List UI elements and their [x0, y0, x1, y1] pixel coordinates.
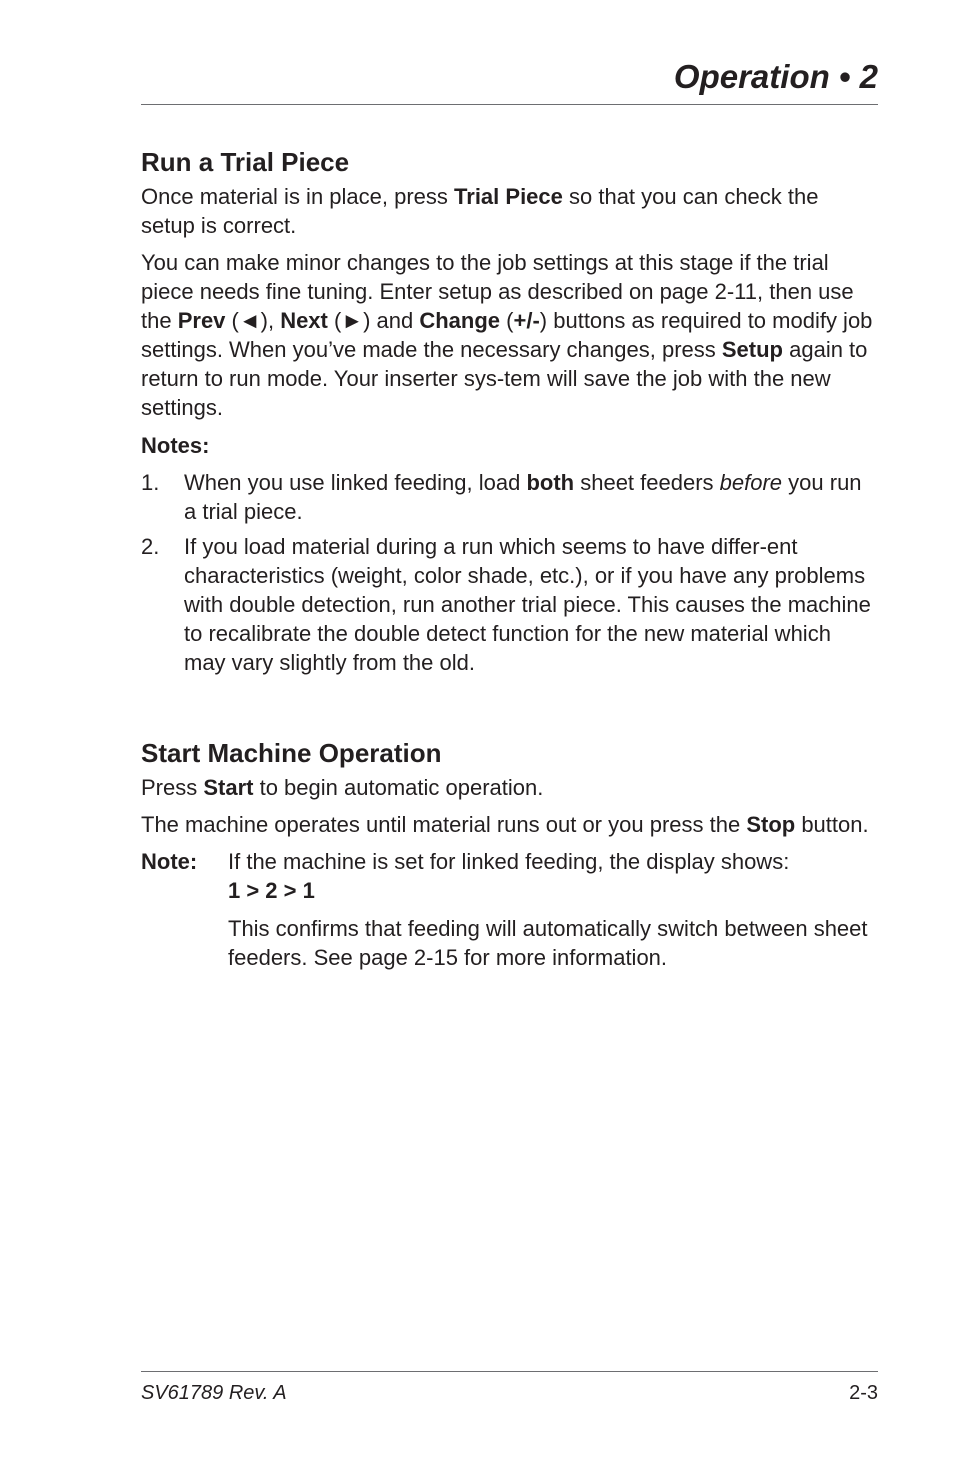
start-paragraph: Press Start to begin automatic operation. — [141, 775, 544, 800]
notes-list — [141, 468, 878, 677]
footer-divider — [141, 1371, 878, 1372]
notes-heading: Notes: — [141, 433, 210, 458]
plus-minus-key-label: +/- — [513, 308, 540, 333]
note-label: Note: — [141, 849, 198, 874]
stop-key-label: Stop — [746, 812, 796, 837]
stop-paragraph: The machine operates until material runs out or you press the Stop button. — [141, 812, 869, 837]
change-key-label: Change — [419, 308, 501, 333]
footer-document-id: SV61789 Rev. A — [141, 1382, 287, 1404]
start-key-label: Start — [203, 775, 254, 800]
list-item: 1. When you use linked feeding, load both sheet feeders before you run a trial piece. — [141, 470, 862, 524]
setup-key-label: Setup — [721, 337, 783, 362]
section-heading-start-machine-operation: Start Machine Operation — [141, 738, 442, 768]
list-item-number: 2. — [141, 534, 160, 559]
linked-feeding-note: Note: If the machine is set for linked feeding, the display shows: 1 > 2 > 1 This confirms that feeding will automatically switch between sheet feeders. See page 2-15 for more information. — [141, 849, 868, 970]
header-divider — [141, 104, 878, 105]
fine-tuning-paragraph: You can make minor changes to the job settings at this stage if the trial piece needs fine tuning. Enter setup as described on page 2-11, then use the Prev (◄), Next (►) and Change (+/-) buttons as required to modify job settings. When you’ve made the necessary changes, press Setup again to return to run mode. Your inserter sys-tem will save the job with the new settings. — [141, 250, 873, 420]
display-sequence: 1 > 2 > 1 — [228, 878, 315, 903]
list-item: 2. If you load material during a run which seems to have differ-ent characteristics (weight, color shade, etc.), or if you have any problems with double detection, run another trial piece. This causes the machine to recalibrate the double detect function for the new material which may vary slightly from the old. — [141, 534, 871, 675]
page-content — [141, 142, 878, 972]
section-heading-run-trial-piece: Run a Trial Piece — [141, 147, 350, 177]
trial-piece-intro-paragraph: Once material is in place, press Trial Piece so that you can check the setup is correct. — [141, 184, 819, 238]
list-item-number: 1. — [141, 470, 160, 495]
next-key-label: Next — [280, 308, 328, 333]
trial-piece-key-label: Trial Piece — [454, 184, 563, 209]
footer-page-number: 2-3 — [849, 1382, 878, 1404]
prev-key-label: Prev — [177, 308, 226, 333]
manual-page — [141, 0, 878, 1475]
page-header-title: Operation • 2 — [673, 58, 878, 95]
